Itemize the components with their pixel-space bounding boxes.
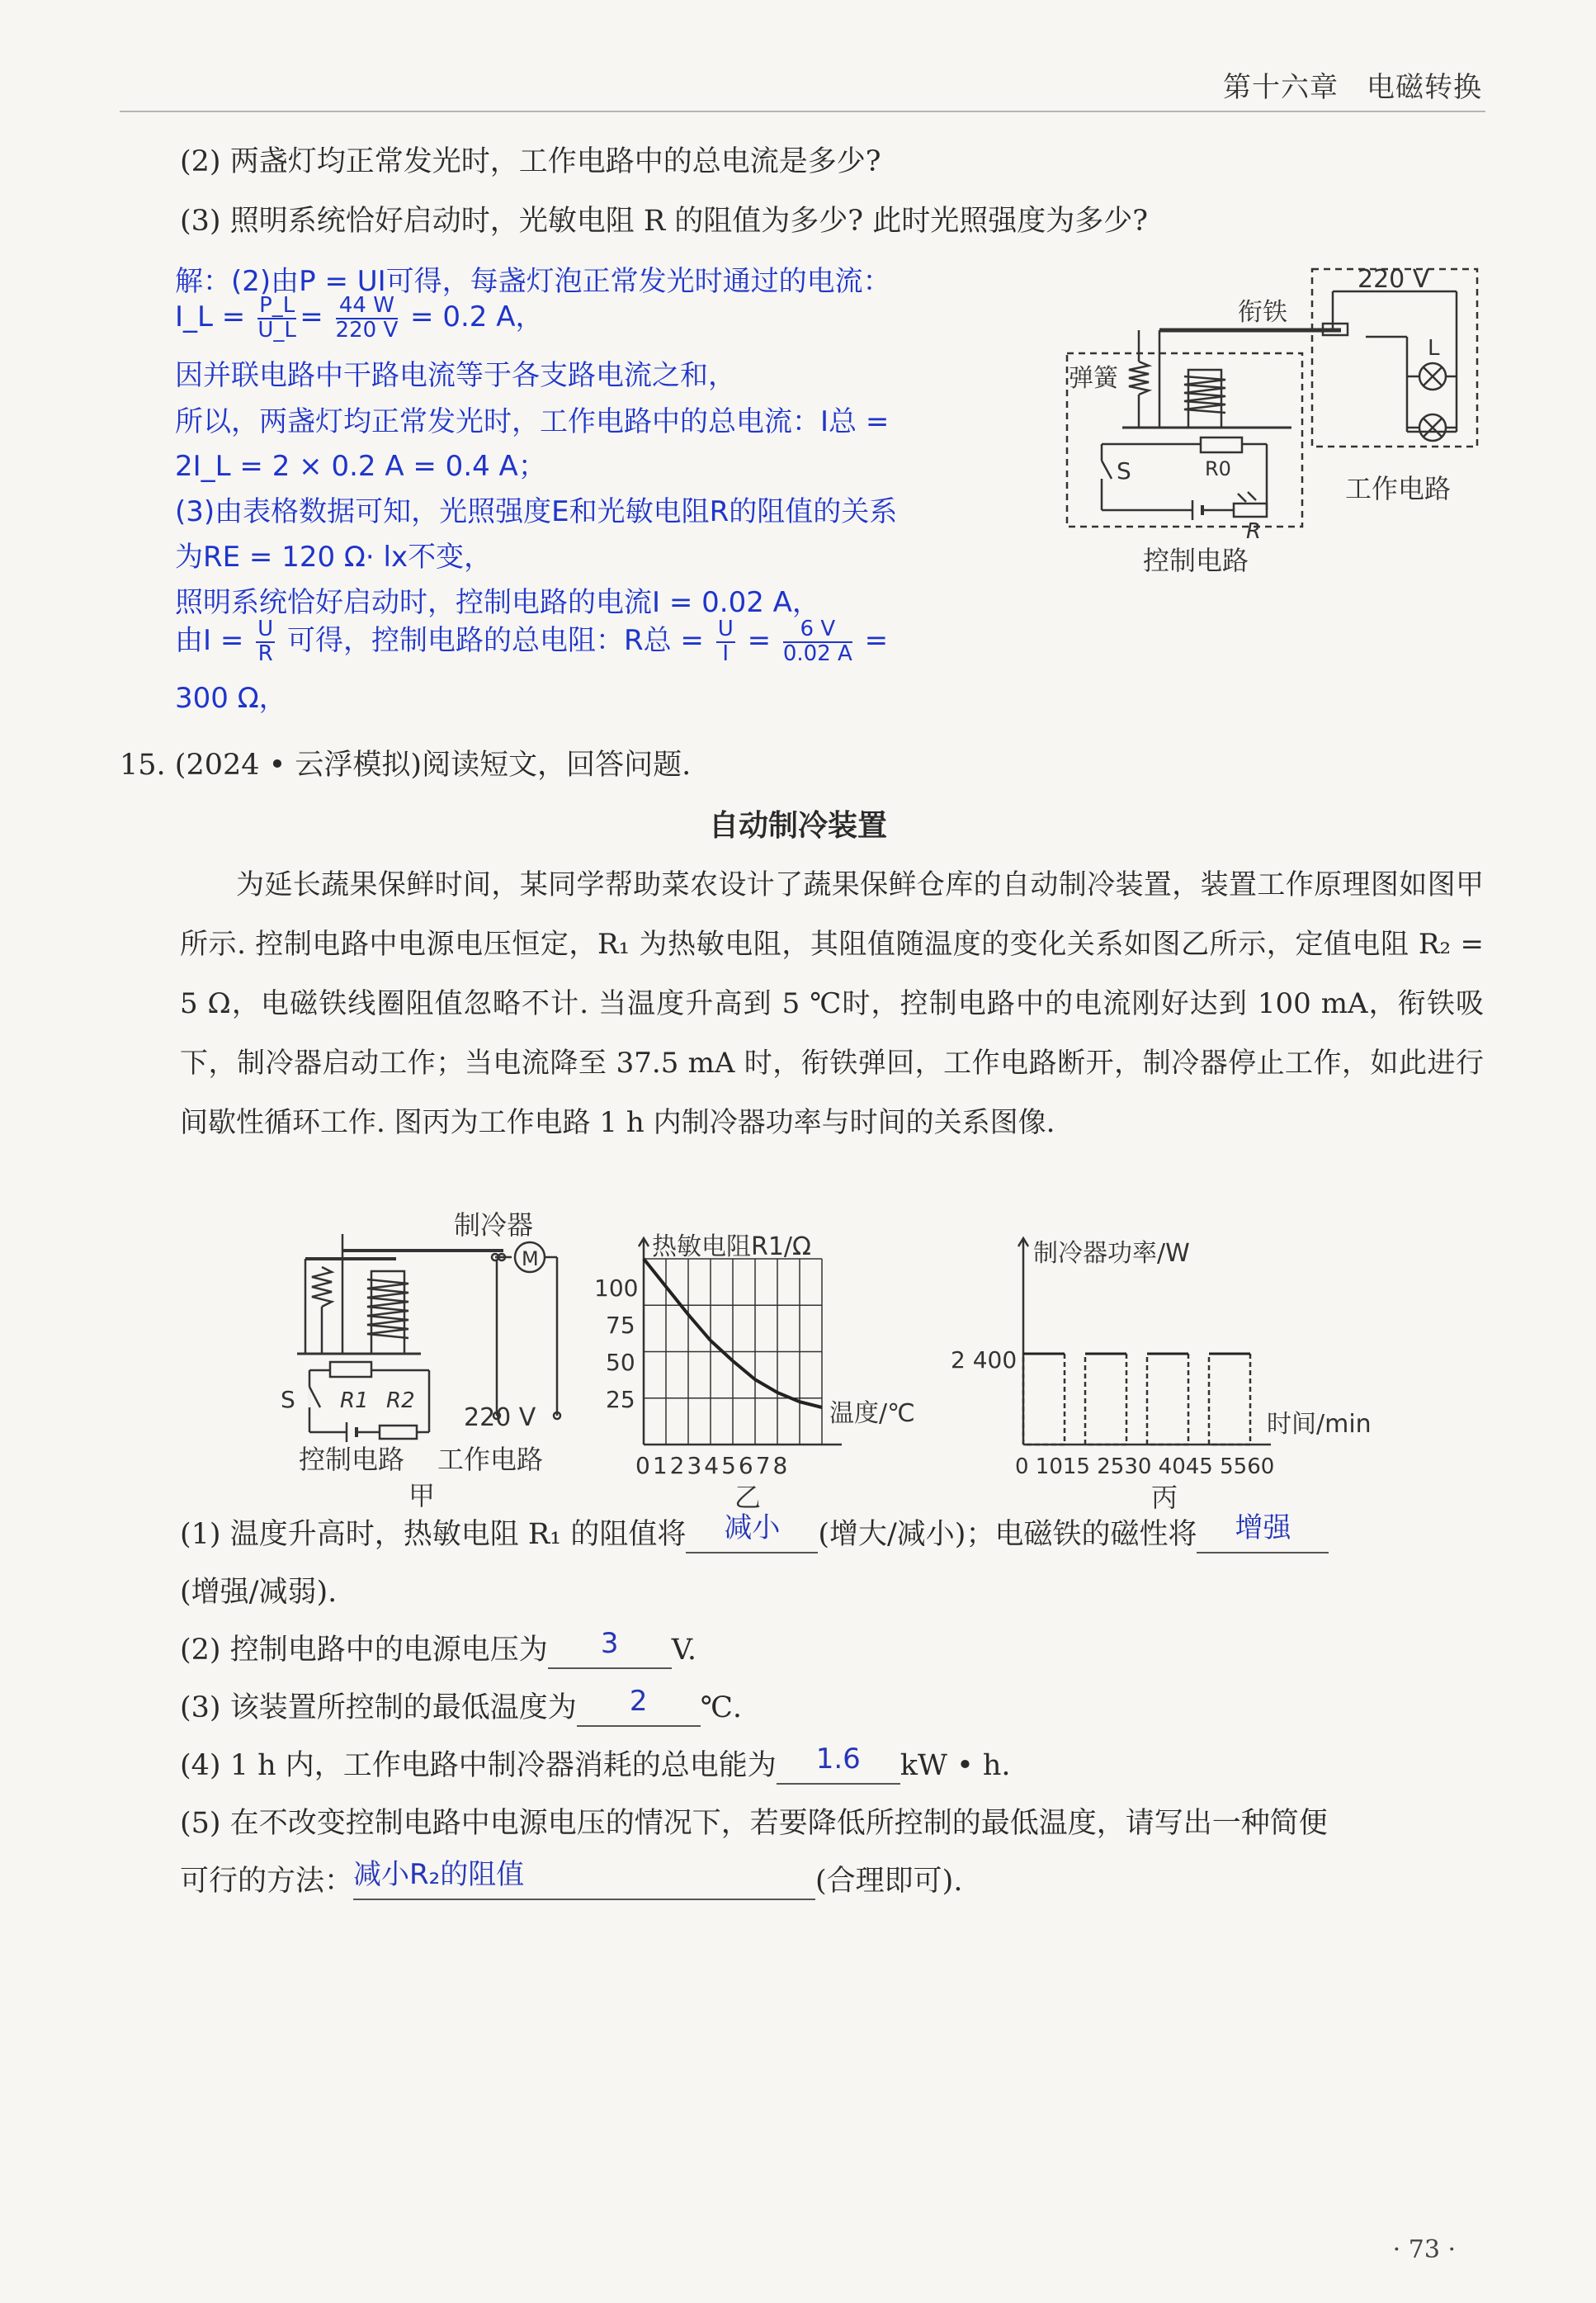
switch-label: S — [1117, 457, 1131, 485]
fraction-u-i: $\frac{U}{I}$ — [717, 617, 734, 666]
r1-thermistor — [330, 1362, 371, 1377]
figure-caption-jia: 甲 — [408, 1480, 436, 1511]
answer-1-blank-2: 增强 — [1197, 1517, 1329, 1553]
power-pulse — [1085, 1354, 1126, 1445]
lighting-circuit-diagram — [1060, 262, 1498, 589]
answer-3-blank: 2 — [577, 1691, 701, 1727]
sol-l2-rhs: = 0.2 A， — [410, 300, 544, 333]
solution-line-5: 2I_L = 2 × 0.2 A = 0.4 A； — [175, 450, 546, 483]
power-pulse — [1147, 1354, 1188, 1445]
figure-jia-circuit — [281, 1209, 594, 1523]
power-pulse — [1023, 1354, 1065, 1445]
r0-label: R0 — [1205, 457, 1231, 480]
figure-bing-chart — [941, 1230, 1403, 1527]
answer-1: (1) 温度升高时，热敏电阻 R₁ 的阻值将 减小 (增大/减小)；电磁铁的磁性将 增强 — [180, 1517, 1329, 1553]
motor-label: M — [522, 1247, 539, 1270]
voltage-label: 220 V — [1358, 265, 1430, 294]
answer-5-line-2: 可行的方法： 减小R₂的阻值 (合理即可). — [180, 1864, 962, 1900]
solution-line-8: 照明系统恰好启动时，控制电路的电流I = 0.02 A， — [175, 586, 820, 619]
chapter-number: 第十六章 — [1223, 71, 1339, 104]
fraction-u-r: $\frac{U}{R}$ — [257, 617, 274, 666]
solution-line-9: 由I = $\frac{U}{R}$ 可得，控制电路的总电阻：R总 = $\frac{U}{I}$ = $\frac{6 V}{0.02 A}$ = — [175, 617, 889, 666]
spring-icon — [312, 1267, 332, 1307]
y-tick: 25 — [606, 1386, 635, 1413]
fraction-44w-220v: $\frac{44 W}{220 V}$ — [335, 293, 399, 343]
lamp-label: L — [1428, 336, 1440, 361]
question-2: (2) 两盏灯均正常发光时，工作电路中的总电流是多少? — [180, 145, 881, 178]
sol-l2-lhs: I_L = — [175, 300, 246, 333]
control-circuit-label: 控制电路 — [299, 1444, 405, 1475]
power-pulse — [1209, 1354, 1250, 1445]
passage-title: 自动制冷装置 — [708, 809, 887, 843]
switch-label: S — [281, 1386, 295, 1413]
x-ticks: 012345678 — [635, 1452, 791, 1479]
x-axis-label: 温度/℃ — [829, 1399, 915, 1428]
problem-15-stem: 15. (2024 • 云浮模拟)阅读短文，回答问题. — [120, 749, 692, 782]
y-tick: 50 — [606, 1349, 635, 1376]
armature-label: 衔铁 — [1238, 298, 1287, 327]
x-axis-label: 时间/min — [1267, 1410, 1372, 1439]
answer-4: (4) 1 h 内，工作电路中制冷器消耗的总电能为 1.6 kW • h. — [180, 1748, 1011, 1785]
coil-icon — [1184, 376, 1225, 413]
passage-text: 为延长蔬果保鲜时间，某同学帮助菜农设计了蔬果保鲜仓库的自动制冷装置，装置工作原理图如图甲所示. 控制电路中电源电压恒定，R₁ 为热敏电阻，其阻值随温度的变化关系如图乙所示，定值电阻 R₂ = 5 Ω，电磁铁线圈阻值忽略不计. 当温度升高到 5 ℃时，控制电路中的电流刚好达到 100 mA，衔铁吸下，制冷器启动工作；当电流降至 37.5 mA 时，衔铁弹回，工作电路断开，制冷器停止工作，如此进行间歇性循环工作. 图丙为工作电路 1 h 内制冷器功率与时间的关系图像. — [180, 868, 1484, 1139]
answer-1-tail: (增强/减弱). — [180, 1576, 338, 1609]
figure-caption-yi: 乙 — [734, 1482, 762, 1513]
spring-label: 弹簧 — [1069, 364, 1118, 393]
solution-line-4: 所以，两盏灯均正常发光时，工作电路中的总电流：I总 = — [175, 405, 890, 438]
question-3: (3) 照明系统恰好启动时，光敏电阻 R 的阻值为多少? 此时光照强度为多少? — [180, 205, 1148, 238]
photoresistor-icon — [1234, 504, 1267, 517]
solution-line-6: (3)由表格数据可知，光照强度E和光敏电阻R的阻值的关系 — [175, 495, 898, 528]
work-circuit-label: 工作电路 — [1345, 473, 1452, 504]
y-axis-label: 制冷器功率/W — [1033, 1239, 1190, 1268]
solution-line-1: 解：(2)由P = UI可得，每盏灯泡正常发光时通过的电流： — [175, 265, 891, 298]
y-tick: 100 — [594, 1274, 639, 1302]
answer-4-blank: 1.6 — [777, 1748, 900, 1785]
r-label: R — [1246, 519, 1262, 544]
control-circuit-label: 控制电路 — [1143, 545, 1249, 576]
chapter-header — [1195, 64, 1482, 105]
solution-line-2: I_L = $\frac{P\_L}{U\_L}$ = $\frac{44 W}{220 V}$ = 0.2 A， — [175, 293, 544, 343]
chapter-title: 电磁转换 — [1367, 71, 1482, 104]
solution-line-10: 300 Ω， — [175, 682, 287, 715]
spring-icon — [1129, 362, 1149, 395]
y-tick: 75 — [606, 1312, 635, 1339]
r0-resistor — [1201, 437, 1242, 452]
page-number: · 73 · — [1392, 2235, 1456, 2264]
figure-yi-chart — [594, 1230, 941, 1527]
answer-2: (2) 控制电路中的电源电压为 3 V. — [180, 1633, 696, 1669]
r1-label: R1 — [340, 1388, 369, 1413]
solution-line-3: 因并联电路中干路电流等于各支路电流之和， — [175, 359, 736, 392]
cooler-label: 制冷器 — [454, 1209, 534, 1241]
x-ticks: 0 1015 2530 4045 5560 — [1015, 1454, 1275, 1479]
answer-5: (5) 在不改变控制电路中电源电压的情况下，若要降低所控制的最低温度，请写出一种简便 — [180, 1807, 1328, 1840]
answer-1-blank-1: 减小 — [686, 1517, 818, 1553]
y-tick: 2 400 — [951, 1346, 1018, 1374]
figure-caption-bing: 丙 — [1151, 1482, 1178, 1513]
answer-2-blank: 3 — [548, 1633, 672, 1669]
r2-label: R2 — [386, 1388, 415, 1413]
fraction-6v-002a: $\frac{6 V}{0.02 A}$ — [782, 617, 852, 666]
solution-line-7: 为RE = 120 Ω· lx不变， — [175, 541, 493, 574]
header-rule — [120, 111, 1485, 112]
voltage-label: 220 V — [464, 1403, 536, 1432]
fraction-pl-ul: $\frac{P\_L}{U\_L}$ — [257, 293, 296, 343]
r2-resistor — [380, 1426, 417, 1439]
answer-3: (3) 该装置所控制的最低温度为 2 ℃. — [180, 1691, 742, 1727]
y-axis-label: 热敏电阻R1/Ω — [652, 1232, 811, 1261]
answer-5-blank: 减小R₂的阻值 — [353, 1864, 815, 1900]
work-circuit-box — [1312, 269, 1477, 447]
coil-icon — [367, 1279, 408, 1338]
work-circuit-label: 工作电路 — [437, 1444, 544, 1475]
